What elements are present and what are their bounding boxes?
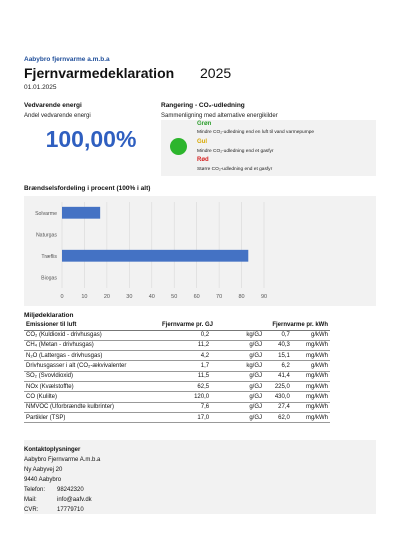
bar-solvarme (62, 207, 100, 219)
emission-value-kwh: 27,4 (264, 402, 292, 412)
col-header-per-gj: Fjernvarme pr. GJ (160, 321, 264, 330)
emission-value-kwh: 0,7 (264, 330, 292, 340)
emission-row (24, 381, 330, 391)
emission-name: CO₂ (Kuldioxid - drivhusgas) (24, 330, 160, 340)
contact-name: Aabybro Fjernvarme A.m.b.a (24, 457, 101, 463)
emission-value-kwh: 6,2 (264, 361, 292, 371)
emission-unit-gj: g/GJ (211, 392, 264, 402)
rank-green-label: Grøn (197, 121, 212, 127)
rank-yellow-desc: Mindre CO₂-udledning end et gasfyr (197, 149, 274, 154)
emission-value-gj: 1,7 (160, 361, 211, 371)
emissions-heading: Miljødeklaration (24, 312, 74, 319)
emission-name: SO₂ (Svovldioxid) (24, 371, 160, 381)
emission-unit-gj: kg/GJ (211, 361, 264, 371)
x-tick-label: 60 (193, 294, 200, 300)
emission-value-kwh: 15,1 (264, 351, 292, 361)
emission-value-gj: 120,0 (160, 392, 211, 402)
bar-træflis (62, 250, 248, 262)
fuel-heading: Brændselsfordeling i procent (100% i alt) (24, 185, 151, 192)
emission-row (24, 412, 330, 422)
category-label: Biogas (41, 275, 57, 282)
emission-unit-kwh: mg/kWh (292, 351, 330, 361)
x-tick-label: 80 (238, 294, 245, 300)
emission-value-kwh: 62,0 (264, 412, 292, 422)
rank-green-desc: Mindre CO₂-udledning end en luft til vand varmepumpe (197, 130, 315, 135)
fuel-distribution-chart (24, 196, 376, 306)
x-tick-label: 10 (81, 294, 88, 300)
emission-unit-gj: kg/GJ (211, 330, 264, 340)
emission-value-kwh: 40,3 (264, 340, 292, 350)
emission-unit-gj: g/GJ (211, 371, 264, 381)
contact-phone: 98242320 (57, 487, 84, 493)
emission-value-kwh: 225,0 (264, 381, 292, 391)
emission-name: Partikler (TSP) (24, 412, 160, 422)
emission-name: Drivhusgasser i alt (CO₂-ækvivalenter (24, 361, 160, 371)
emission-value-gj: 0,2 (160, 330, 211, 340)
emission-value-gj: 4,2 (160, 351, 211, 361)
emission-value-gj: 17,0 (160, 412, 211, 422)
rank-yellow-label: Gul (197, 139, 207, 145)
x-tick-label: 20 (103, 294, 110, 300)
emission-name: NMVOC (Uforbrændte kulbrinter) (24, 402, 160, 412)
x-tick-label: 0 (60, 294, 64, 300)
rank-red-desc: Større CO₂-udledning end et gasfyr (197, 167, 273, 172)
company-name: Aabybro fjernvarme a.m.b.a (24, 56, 110, 63)
category-label: Naturgas (35, 232, 57, 239)
emission-value-gj: 7,6 (160, 402, 211, 412)
x-tick-label: 70 (216, 294, 223, 300)
emission-row (24, 402, 330, 412)
emission-unit-kwh: g/kWh (292, 361, 330, 371)
declaration-date: 01.01.2025 (24, 84, 57, 91)
x-tick-label: 30 (126, 294, 133, 300)
emission-unit-gj: g/GJ (211, 402, 264, 412)
renewable-heading: Vedvarende energi (24, 102, 82, 109)
emission-row (24, 351, 330, 361)
emission-value-gj: 11,2 (160, 340, 211, 350)
col-header-emission: Emissioner til luft (24, 321, 160, 330)
ranking-subtitle: Sammenligning med alternative energikilder (161, 113, 278, 119)
emission-name: N₂O (Lattergas - drivhusgas) (24, 351, 160, 361)
emission-unit-kwh: mg/kWh (292, 402, 330, 412)
emission-unit-kwh: mg/kWh (292, 340, 330, 350)
emissions-table (24, 321, 330, 423)
emissions-header-row (24, 321, 330, 330)
emission-row (24, 371, 330, 381)
contact-mail-label: Mail: (24, 497, 37, 503)
contact-heading: Kontaktoplysninger (24, 447, 81, 453)
emission-name: NOx (Kvælstoffte) (24, 381, 160, 391)
emission-unit-gj: g/GJ (211, 381, 264, 391)
emission-unit-gj: g/GJ (211, 340, 264, 350)
category-label: Solvarme (35, 210, 57, 217)
category-label: Træflis (41, 253, 57, 260)
emission-value-gj: 62,5 (160, 381, 211, 391)
emission-value-gj: 11,5 (160, 371, 211, 381)
page-title: Fjernvarmedeklaration (24, 65, 175, 81)
contact-mail[interactable]: info@aafv.dk (57, 497, 92, 503)
emission-value-kwh: 430,0 (264, 392, 292, 402)
emission-row (24, 330, 330, 340)
declaration-year: 2025 (200, 65, 232, 81)
x-tick-label: 90 (260, 294, 268, 300)
emission-unit-kwh: mg/kWh (292, 371, 330, 381)
emission-unit-kwh: g/kWh (292, 330, 330, 340)
contact-street: Ny Aabyvej 20 (24, 467, 63, 473)
contact-phone-label: Telefon: (24, 487, 46, 493)
x-tick-label: 40 (148, 294, 155, 300)
emission-value-kwh: 41,4 (264, 371, 292, 381)
renewable-share-value: 100,00% (45, 126, 137, 152)
x-tick-label: 50 (171, 294, 178, 300)
emission-unit-kwh: mg/kWh (292, 381, 330, 391)
emission-row (24, 361, 330, 371)
emission-row (24, 340, 330, 350)
contact-cvr-label: CVR: (24, 507, 39, 513)
renewable-label: Andel vedvarende energi (24, 113, 91, 119)
emission-unit-kwh: mg/kWh (292, 412, 330, 422)
col-header-per-kwh: Fjernvarme pr. kWh (264, 321, 330, 330)
rank-red-label: Rød (197, 157, 209, 163)
emission-name: CH₄ (Metan - drivhusgas) (24, 340, 160, 350)
co2-rating-indicator (170, 138, 187, 155)
emission-unit-gj: g/GJ (211, 351, 264, 361)
emission-name: CO (Kulilte) (24, 392, 160, 402)
contact-city: 9440 Aabybro (24, 477, 62, 483)
ranking-heading: Rangering - CO₂-udledning (161, 102, 245, 109)
fuel-chart-panel (24, 196, 376, 306)
emission-unit-kwh: mg/kWh (292, 392, 330, 402)
contact-cvr: 17779710 (57, 507, 84, 513)
emission-unit-gj: g/GJ (211, 412, 264, 422)
emission-row (24, 392, 330, 402)
